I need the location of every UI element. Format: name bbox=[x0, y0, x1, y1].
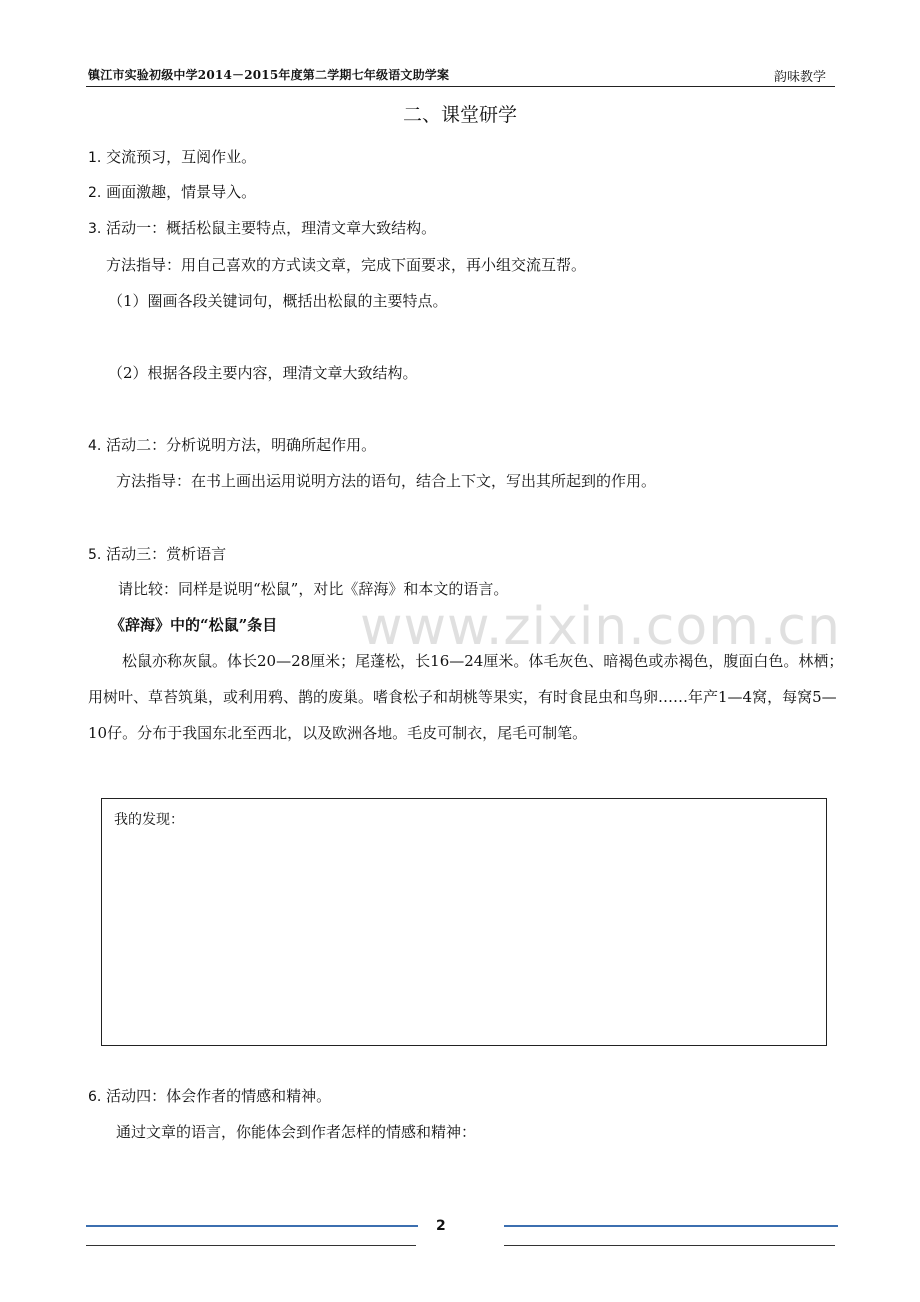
cihai-entry-text: 松鼠亦称灰鼠。体长20—28厘米；尾蓬松，长16—24厘米。体毛灰色、暗褐色或赤褐色，腹面白色。林栖；用树叶、草苔筑巢，或利用鸦、鹊的废巢。嗜食松子和胡桃等果实，有时食昆虫和鸟卵……年产1—4窝，每窝5—10仔。分布于我国东北至西北，以及欧洲各地。毛皮可制衣，尾毛可制笔。 bbox=[88, 652, 844, 742]
my-discovery-box[interactable] bbox=[101, 798, 827, 1046]
header-divider bbox=[86, 86, 835, 87]
item-6-text: 活动四：体会作者的情感和精神。 bbox=[106, 1087, 332, 1105]
item-3-guide: 方法指导：用自己喜欢的方式读文章，完成下面要求，再小组交流互帮。 bbox=[106, 256, 587, 274]
item-2-number: 2. bbox=[88, 185, 102, 201]
footer-rule-left-blue bbox=[86, 1225, 418, 1227]
item-1-number: 1. bbox=[88, 150, 102, 166]
header-brand: 韵味教学 bbox=[773, 70, 826, 85]
item-3-text: 活动一：概括松鼠主要特点，理清文章大致结构。 bbox=[106, 219, 437, 237]
page-number: 2 bbox=[436, 1218, 446, 1234]
footer-rule-right bbox=[504, 1245, 835, 1246]
header-school-title: 镇江市实验初级中学2014－2015年度第二学期七年级语文助学案 bbox=[88, 68, 450, 82]
watermark: www.zixin.com.cn bbox=[360, 597, 841, 657]
item-6 bbox=[88, 1085, 331, 1106]
item-1 bbox=[88, 146, 256, 167]
item-5 bbox=[88, 543, 226, 564]
item-5-compare: 请比较：同样是说明“松鼠”，对比《辞海》和本文的语言。 bbox=[118, 580, 509, 598]
item-3-number: 3. bbox=[88, 221, 102, 237]
footer-rule-right-blue bbox=[504, 1225, 838, 1227]
item-2-text: 画面激趣，情景导入。 bbox=[106, 183, 257, 201]
item-4 bbox=[88, 434, 376, 455]
item-5-number: 5. bbox=[88, 547, 102, 563]
item-6-number: 6. bbox=[88, 1089, 102, 1105]
item-4-text: 活动二：分析说明方法，明确所起作用。 bbox=[106, 436, 377, 454]
item-4-guide: 方法指导：在书上画出运用说明方法的语句，结合上下文，写出其所起到的作用。 bbox=[116, 472, 657, 490]
item-6-guide: 通过文章的语言，你能体会到作者怎样的情感和精神： bbox=[116, 1123, 477, 1141]
item-5-text: 活动三：赏析语言 bbox=[106, 545, 227, 563]
item-3-sub-2: （2）根据各段主要内容，理清文章大致结构。 bbox=[108, 364, 418, 382]
cihai-entry-heading: 《辞海》中的“松鼠”条目 bbox=[110, 616, 278, 634]
item-2 bbox=[88, 181, 256, 202]
item-4-number: 4. bbox=[88, 438, 102, 454]
footer-rule-left bbox=[86, 1245, 416, 1246]
item-3-sub-1: （1）圈画各段关键词句，概括出松鼠的主要特点。 bbox=[108, 292, 448, 310]
my-discovery-label: 我的发现： bbox=[114, 812, 184, 828]
item-1-text: 交流预习，互阅作业。 bbox=[106, 148, 257, 166]
section-title: 二、课堂研学 bbox=[402, 104, 517, 126]
item-3 bbox=[88, 217, 436, 238]
